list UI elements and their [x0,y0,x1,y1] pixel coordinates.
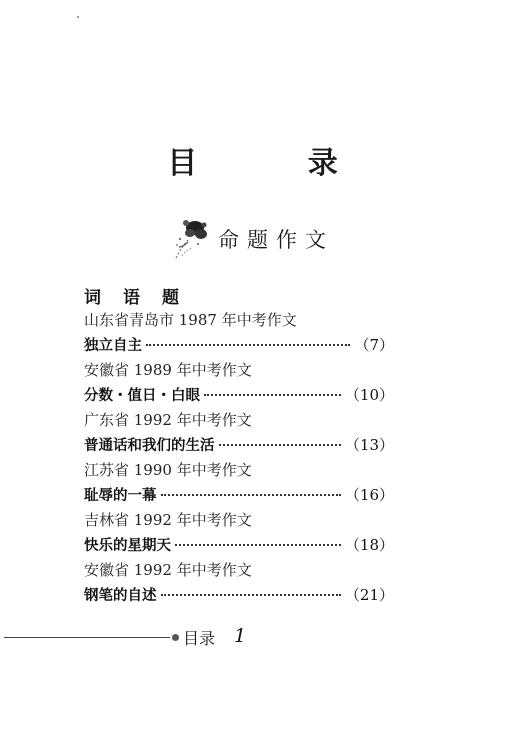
toc-entry[interactable] [84,433,394,458]
toc-entry[interactable] [84,333,394,358]
entry-source: 广东省 1992 年中考作文 [84,411,252,429]
section-label: 命题作文 [218,228,334,252]
entry-page-number: （7） [354,336,394,354]
entry-title: 耻辱的一幕 [84,488,157,504]
bullet-dot-icon [172,634,179,641]
footer-rule [4,637,170,638]
footer-page-number: 1 [234,625,247,647]
subsection-label: 词语题 [84,288,201,308]
entry-title: 普通话和我们的生活 [84,438,215,454]
dot-leader [219,444,341,446]
entry-page-number: （18） [344,536,394,554]
page-footer [0,626,260,650]
entry-source: 安徽省 1989 年中考作文 [84,361,252,379]
toc-entry[interactable] [84,483,394,508]
entry-source: 吉林省 1992 年中考作文 [84,511,252,529]
entry-title: 独立自主 [84,338,142,354]
ink-flower-icon [168,214,212,264]
toc-entry[interactable] [84,383,394,408]
toc-entry[interactable] [84,533,394,558]
entry-page-number: （10） [344,386,394,404]
dot-leader [161,594,341,596]
entry-title: 分数・值日・白眼 [84,388,200,404]
dot-leader [161,494,341,496]
toc-list [84,308,394,608]
entry-source: 安徽省 1992 年中考作文 [84,561,252,579]
entry-source: 江苏省 1990 年中考作文 [84,461,252,479]
entry-page-number: （16） [344,486,394,504]
entry-source: 山东省青岛市 1987 年中考作文 [84,311,297,329]
page-title: 目 录 [167,146,388,181]
entry-page-number: （13） [344,436,394,454]
toc-entry[interactable] [84,583,394,608]
scan-speck [77,16,79,18]
entry-page-number: （21） [344,586,394,604]
dot-leader [146,344,350,346]
dot-leader [175,544,341,546]
section-heading [168,214,334,264]
footer-label: 目录 [183,629,216,648]
entry-title: 钢笔的自述 [84,588,157,604]
entry-title: 快乐的星期天 [84,538,171,554]
dot-leader [204,394,341,396]
